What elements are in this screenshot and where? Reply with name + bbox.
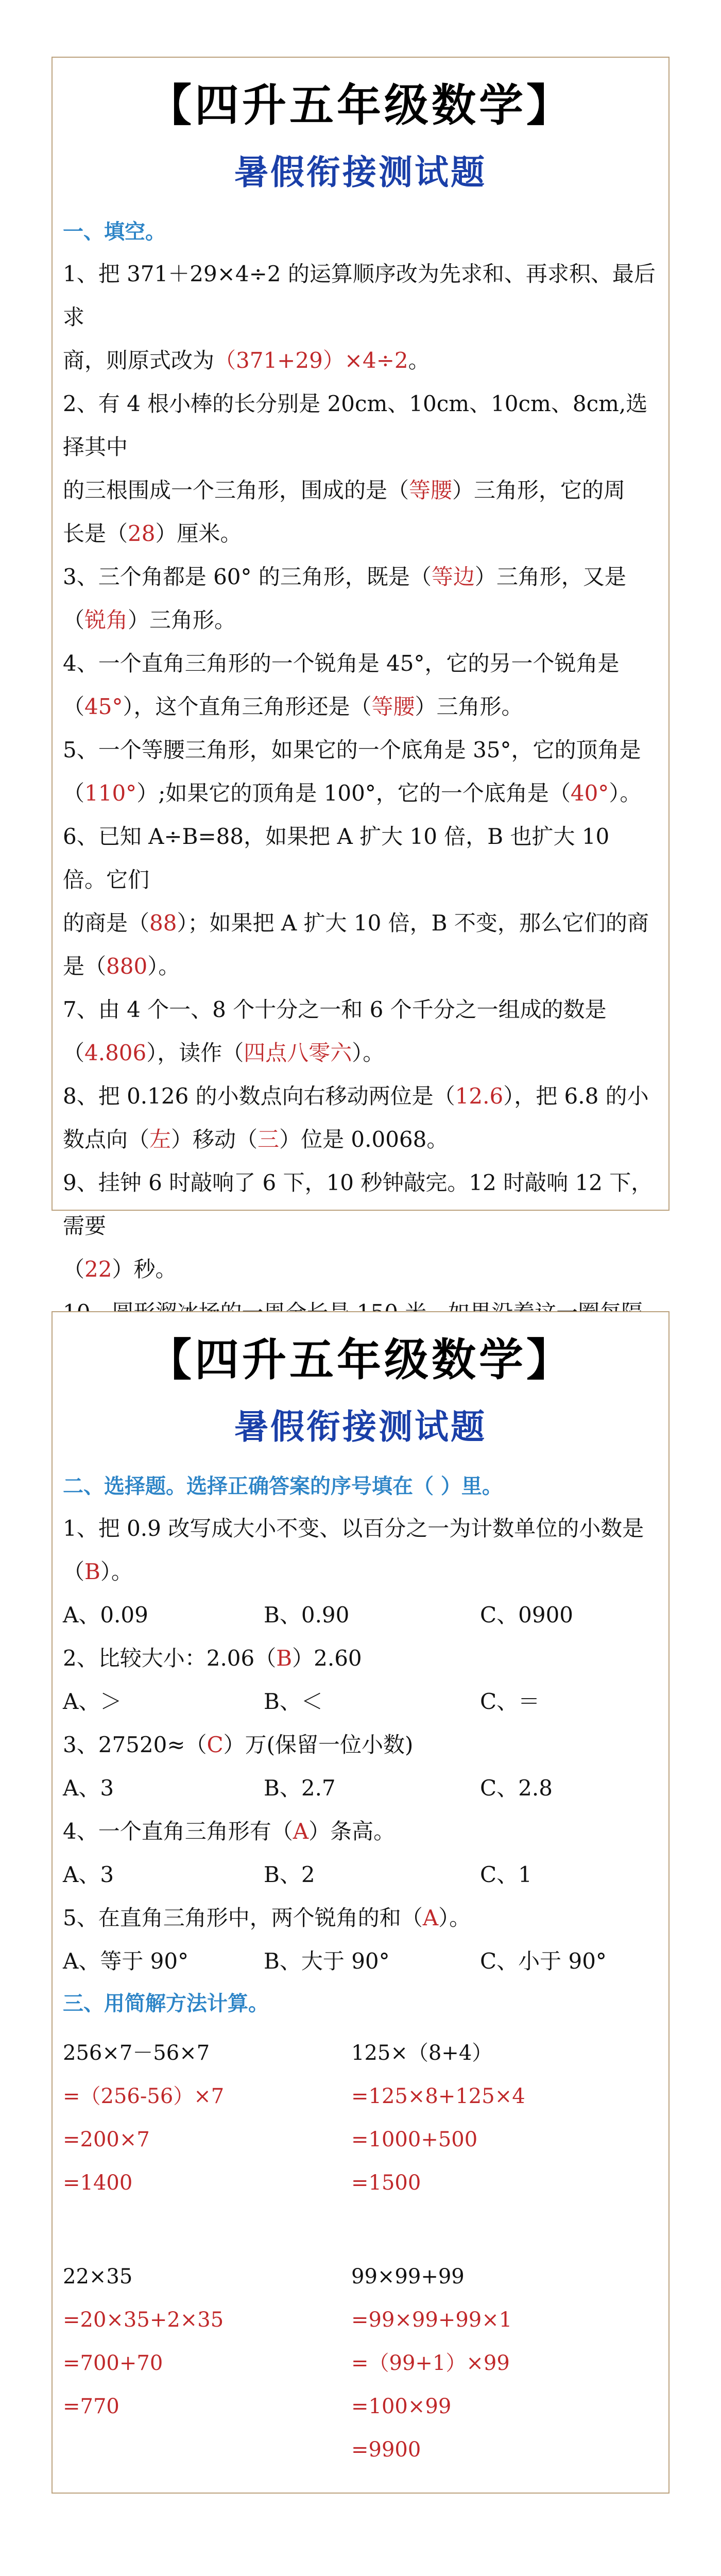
calc-grid-bottom [63,2255,658,2471]
answer: 等腰 [409,478,453,503]
options-row: A、3 B、2 C、1 [63,1862,532,1887]
answer: 12.6 [455,1083,504,1109]
choice-question-3: 3、27520≈（C）万(保留一位小数) A、3 B、2.7 C、2.8 [63,1723,658,1810]
question-5: 5、一个等腰三角形，如果它的一个底角是 35°，它的顶角是 （110°）;如果它的顶角是 100°，它的一个底角是（40°）。 [63,737,642,806]
answer: 28 [128,521,156,546]
question-9: 9、挂钟 6 时敲响了 6 下，10 秒钟敲完。12 时敲响 12 下，需要 （22）秒。 [63,1170,653,1282]
answer: 45° [84,694,123,719]
answer: 110° [84,781,137,806]
section-fill-blank: 一、填空。 [63,220,166,244]
question-1: 1、把 371＋29×4÷2 的运算顺序改为先求和、再求积、最后求 商，则原式改为（371+29）×4÷2。 [63,261,656,373]
question-6: 6、已知 A÷B=88，如果把 A 扩大 10 倍，B 也扩大 10 倍。它们 的商是（88）；如果把 A 扩大 10 倍，B 不变，那么它们的商 是（880）。 [63,824,649,979]
section-multiple-choice: 二、选择题。选择正确答案的序号填在（ ）里。 [63,1475,503,1498]
options-row: A、3 B、2.7 C、2.8 [63,1775,553,1801]
calc-2: 125×（8+4） =125×8+125×4 =1000+500 =1500 [351,2041,525,2195]
question-4: 4、一个直角三角形的一个锐角是 45°，它的另一个锐角是 （45°），这个直角三角形还是（等腰）三角形。 [63,651,620,719]
choice-question-1: 1、把 0.9 改写成大小不变、以百分之一为计数单位的小数是 （B）。 A、0.09 B、0.90 C、0900 [63,1507,658,1637]
question-7: 7、由 4 个一、8 个十分之一和 6 个千分之一组成的数是 （4.806），读作（四点八零六）。 [63,997,607,1065]
answer: （371+29）×4÷2 [214,348,408,373]
options-row: A、0.09 B、0.90 C、0900 [63,1602,574,1628]
section-simplified-calc: 三、用简解方法计算。 [63,1992,269,2015]
answer: 40° [570,781,609,806]
answer: 四点八零六 [244,1040,352,1065]
answer: 锐角 [84,607,128,633]
answer: 22 [84,1257,112,1282]
calc-grid-top [63,2031,658,2205]
worksheet-page-1 [52,57,670,1282]
answer: 等边 [431,564,475,589]
answer: A [422,1905,439,1930]
choice-question-5: 5、在直角三角形中，两个锐角的和（A）。 A、等于 90° B、大于 90° C、小于 90° [63,1896,658,1983]
answer: 三 [258,1127,280,1152]
answer: B [84,1559,100,1584]
question-8: 8、把 0.126 的小数点向右移动两位是（12.6），把 6.8 的小 数点向（左）移动（三）位是 0.0068。 [63,1083,649,1152]
choice-question-2: 2、比较大小：2.06（B）2.60 A、＞ B、＜ C、＝ [63,1637,658,1723]
answer: 4.806 [84,1040,147,1065]
answer: B [276,1646,293,1671]
answer: 左 [149,1127,171,1152]
question-2: 2、有 4 根小棒的长分别是 20cm、10cm、10cm、8cm,选择其中 的三根围成一个三角形，围成的是（等腰）三角形，它的周 长是（28）厘米。 [63,391,648,546]
answer: 880 [106,954,148,979]
worksheet-page-2 [52,1311,670,2494]
calc-4: 99×99+99 =99×99+99×1 =（99+1）×99 =100×99 =9900 [351,2265,512,2462]
answer: 等腰 [371,694,415,719]
question-3: 3、三个角都是 60° 的三角形，既是（等边）三角形，又是 （锐角）三角形。 [63,564,626,633]
page-subtitle: 暑假衔接测试题 [234,152,487,192]
calc-1: 256×7－56×7 =（256-56）×7 =200×7 =1400 [63,2041,225,2195]
options-row: A、等于 90° B、大于 90° C、小于 90° [63,1948,607,1974]
answer: C [207,1732,224,1757]
calc-3: 22×35 =20×35+2×35 =700+70 =770 [63,2265,224,2418]
page-title: 【四升五年级数学】 [147,80,574,131]
page-title: 【四升五年级数学】 [147,1334,574,1386]
answer: A [293,1819,309,1844]
options-row: A、＞ B、＜ C、＝ [63,1689,540,1714]
answer: 88 [149,910,177,936]
choice-question-4: 4、一个直角三角形有（A）条高。 A、3 B、2 C、1 [63,1810,658,1896]
page-subtitle: 暑假衔接测试题 [234,1407,487,1447]
